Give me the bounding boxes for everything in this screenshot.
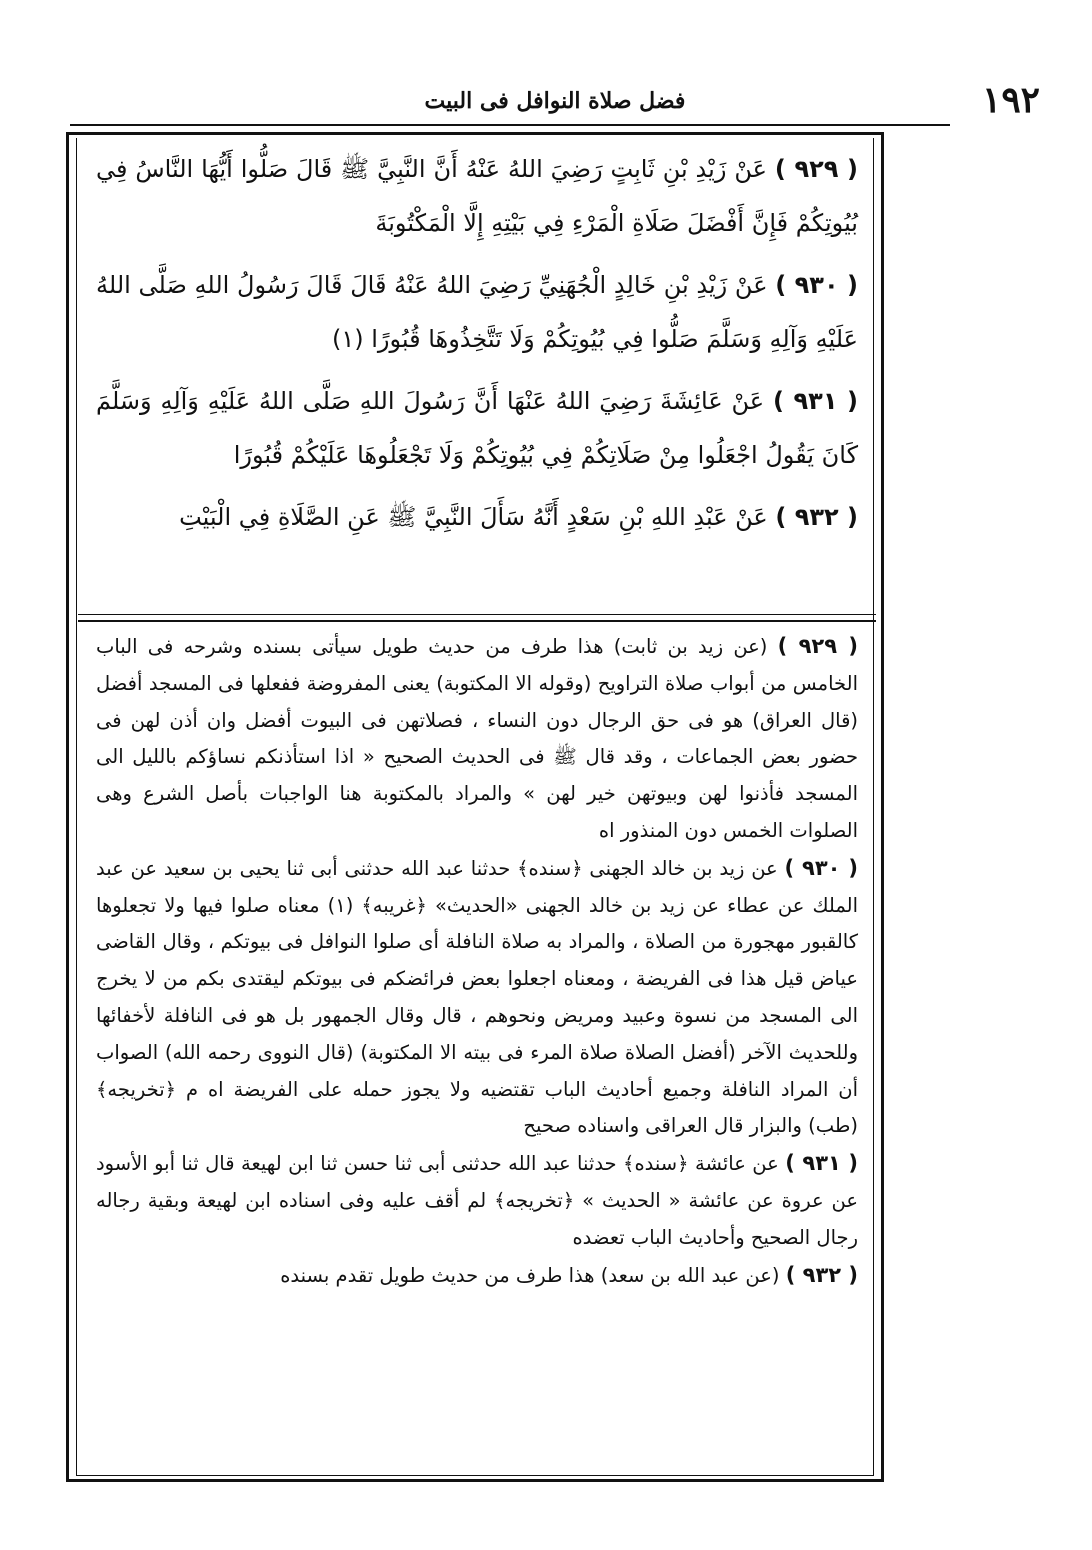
hadith-text: عَنْ زَيْدِ بْنِ خَالِدٍ الْجُهَنِيِّ رَضِيَ اللهُ عَنْهُ قَالَ قَالَ رَسُولُ اللهِ صَلَّى اللهُ عَلَيْهِ وَآلِهِ وَسَلَّمَ صَلُّوا فِي بُيُوتِكُمْ وَلَا تَتَّخِذُوهَا قُبُورًا (١) (96, 271, 858, 353)
hadith-931 (96, 374, 858, 482)
hadith-number: ( ٩٣٠ ) (775, 271, 858, 299)
commentary-932 (96, 1257, 858, 1295)
running-title: فضل صلاة النوافل فى البيت (424, 88, 686, 114)
section-divider (78, 614, 876, 615)
hadith-text: عَنْ عَائِشَةَ رَضِيَ اللهُ عَنْهَا أَنَّ رَسُولَ اللهِ صَلَّى اللهُ عَلَيْهِ وَآلِهِ وَسَلَّمَ كَانَ يَقُولُ اجْعَلُوا مِنْ صَلَاتِكُمْ فِي بُيُوتِكُمْ وَلَا تَجْعَلُوهَا عَلَيْكُمْ قُبُورًا (96, 387, 858, 469)
commentary-number: ( ٩٢٩ ) (777, 634, 858, 658)
page-header (70, 78, 1040, 124)
commentary-text: عن زيد بن خالد الجهنى ﴿سنده﴾ حدثنا عبد الله حدثنى أبى ثنا يحيى بن سعيد عن عبد الملك عن عطاء عن زيد بن خالد الجهنى «الحديث» ﴿غريبه﴾ (١) معناه صلوا فيها ولا تجعلوها كالقبور مهجورة من الصلاة ، والمراد به صلاة النافلة أى صلوا النوافل فى بيوتكم ، وقال القاضى عياض قيل هذا فى الفريضة ، ومعناه اجعلوا بعض فرائضكم فى بيوتكم ليقتدى بكم من لا يخرج الى المسجد من نسوة وعبيد ومريض ونحوهم ، قال وقال الجمهور بل هو فى النافلة لأخفائها وللحديث الآخر (أفضل الصلاة صلاة المرء فى بيته الا المكتوبة) (قال النووى رحمه الله) الصواب أن المراد النافلة وجميع أحاديث الباب تقتضيه ولا يجوز حمله على الفريضة اه م ﴿تخريجه﴾ (طب) والبزار قال العراقى واسناده صحيح (96, 856, 858, 1138)
hadith-text: عَنْ عَبْدِ اللهِ بْنِ سَعْدٍ أَنَّهُ سَأَلَ النَّبِيَّ ﷺ عَنِ الصَّلَاةِ فِي الْبَيْتِ (179, 503, 768, 531)
commentary-text: (عن عبد الله بن سعد) هذا طرف من حديث طويل تقدم بسنده (280, 1263, 780, 1287)
commentary-number: ( ٩٣١ ) (785, 1151, 858, 1176)
hadith-932 (96, 490, 858, 544)
commentary-text: عن عائشة ﴿سنده﴾ حدثنا عبد الله حدثنى أبى ثنا حسن ثنا ابن لهيعة قال ثنا أبو الأسود عن عروة عن عائشة « الحديث » ﴿تخريجه﴾ لم أقف عليه وفى اسناده ابن لهيعة وبقية رجاله رجال الصحيح وأحاديث الباب تعضده (96, 1152, 858, 1249)
hadith-text: عَنْ زَيْدِ بْنِ ثَابِتٍ رَضِيَ اللهُ عَنْهُ أَنَّ النَّبِيَّ ﷺ قَالَ صَلُّوا أَيُّهَا النَّاسُ فِي بُيُوتِكُمْ فَإِنَّ أَفْضَلَ صَلَاةِ الْمَرْءِ فِي بَيْتِهِ إِلَّا الْمَكْتُوبَةَ (96, 155, 858, 237)
hadith-929 (96, 142, 858, 250)
hadith-number: ( ٩٢٩ ) (774, 155, 858, 183)
commentary-931 (96, 1145, 858, 1256)
hadith-number: ( ٩٣١ ) (772, 387, 859, 415)
page-number: ١٩٢ (981, 79, 1040, 121)
commentary-section (96, 628, 858, 1468)
commentary-number: ( ٩٣٢ ) (785, 1262, 858, 1287)
commentary-text: (عن زيد بن ثابت) هذا طرف من حديث طويل سيأتى بسنده وشرحه فى الباب الخامس من أبواب صلاة التراويح (وقوله الا المكتوبة) يعنى المفروضة ففعلها فى المسجد أفضل (قال العراق) هو فى حق الرجال دون النساء ، فصلاتهن فى البيوت أفضل وان أذن لهن فى حضور بعض الجماعات ، وقد قال ﷺ فى الحديث الصحيح « اذا استأذنكم نساؤكم بالليل الى المسجد فأذنوا لهن وبيوتهن خير لهن » والمراد بالمكتوبة هنا الواجبات بأصل الشرع وهى الصلوات الخمس دون المنذور اه (96, 635, 858, 842)
commentary-930 (96, 850, 858, 1145)
header-rule (70, 124, 950, 126)
commentary-929 (96, 628, 858, 850)
hadith-text-section (96, 142, 858, 612)
commentary-number: ( ٩٣٠ ) (784, 855, 858, 880)
hadith-number: ( ٩٣٢ ) (775, 503, 858, 531)
hadith-930 (96, 258, 858, 366)
section-divider (78, 620, 876, 622)
